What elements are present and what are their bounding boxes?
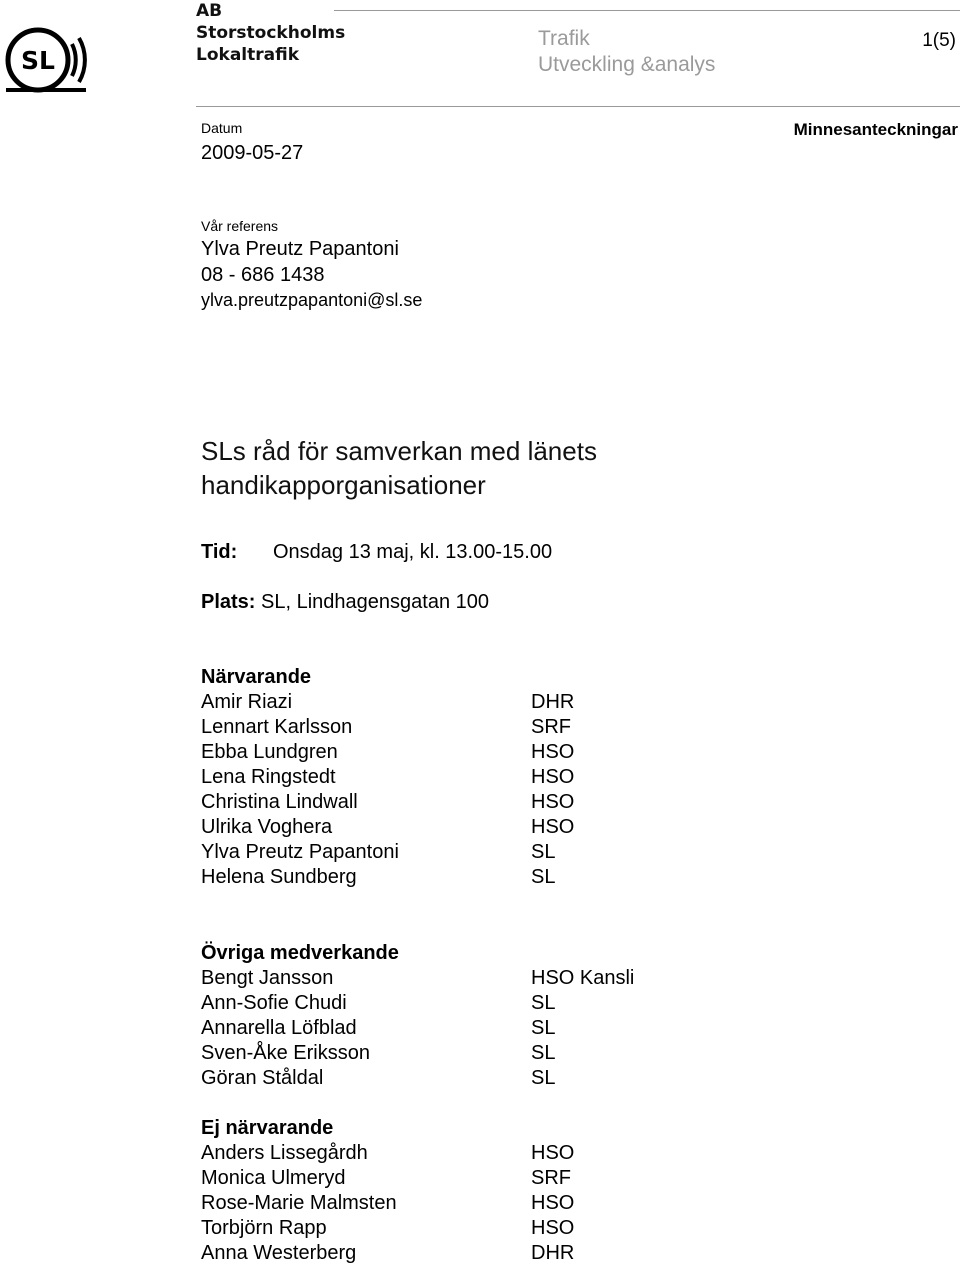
person-name: Ann-Sofie Chudi xyxy=(201,992,347,1014)
person-organisation: HSO xyxy=(531,816,575,838)
logo-text: SL xyxy=(21,46,55,75)
title-line-2: handikapporganisationer xyxy=(201,470,486,500)
absent-list xyxy=(201,1141,921,1266)
person-name: Bengt Jansson xyxy=(201,967,334,989)
header-rule xyxy=(196,106,960,107)
person-organisation: HSO xyxy=(531,1217,575,1239)
person-name: Lena Ringstedt xyxy=(201,766,336,788)
list-item xyxy=(201,840,921,865)
person-organisation: DHR xyxy=(531,691,575,713)
person-name: Helena Sundberg xyxy=(201,866,357,888)
date-label: Datum xyxy=(201,120,243,136)
person-name: Ebba Lundgren xyxy=(201,741,338,763)
person-name: Sven-Åke Eriksson xyxy=(201,1042,370,1064)
list-item xyxy=(201,715,921,740)
list-item xyxy=(201,1216,921,1241)
company-name xyxy=(196,0,345,66)
list-item xyxy=(201,1066,921,1091)
place-label: Plats: xyxy=(201,591,256,613)
person-organisation: SL xyxy=(531,992,556,1014)
person-organisation: SRF xyxy=(531,1167,571,1189)
person-name: Torbjörn Rapp xyxy=(201,1217,327,1239)
present-list xyxy=(201,690,921,890)
list-item xyxy=(201,1041,921,1066)
person-name: Göran Ståldal xyxy=(201,1067,324,1089)
absent-section xyxy=(201,1116,921,1266)
sl-logo xyxy=(2,24,88,96)
list-item xyxy=(201,765,921,790)
present-section xyxy=(201,665,921,890)
person-name: Rose-Marie Malmsten xyxy=(201,1192,397,1214)
person-organisation: SL xyxy=(531,1067,556,1089)
document-type: Minnesanteckningar xyxy=(793,120,958,139)
reference-email: ylva.preutzpapantoni@sl.se xyxy=(201,290,423,310)
others-section xyxy=(201,941,921,1091)
list-item xyxy=(201,966,921,991)
list-item xyxy=(201,865,921,890)
list-item xyxy=(201,1191,921,1216)
person-organisation: SL xyxy=(531,1017,556,1039)
person-name: Lennart Karlsson xyxy=(201,716,353,738)
list-item xyxy=(201,690,921,715)
company-line-2: Storstockholms xyxy=(196,23,346,43)
person-organisation: HSO xyxy=(531,1142,575,1164)
list-item xyxy=(201,991,921,1016)
reference-name: Ylva Preutz Papantoni xyxy=(201,238,399,260)
date-value: 2009-05-27 xyxy=(201,142,304,164)
time-label: Tid: xyxy=(201,541,238,563)
list-item xyxy=(201,1016,921,1041)
list-item xyxy=(201,815,921,840)
absent-title: Ej närvarande xyxy=(201,1117,334,1139)
time-value: Onsdag 13 maj, kl. 13.00-15.00 xyxy=(273,541,553,563)
list-item xyxy=(201,790,921,815)
person-organisation: HSO xyxy=(531,1192,575,1214)
person-name: Ulrika Voghera xyxy=(201,816,333,838)
company-line-3: Lokaltrafik xyxy=(196,45,300,65)
company-line-1: AB xyxy=(196,1,223,21)
list-item xyxy=(201,1166,921,1191)
person-organisation: HSO Kansli xyxy=(531,967,635,989)
person-organisation: DHR xyxy=(531,1242,575,1264)
person-organisation: HSO xyxy=(531,741,575,763)
person-name: Annarella Löfblad xyxy=(201,1017,357,1039)
time-row xyxy=(201,540,553,565)
header-rule-top xyxy=(334,10,960,11)
list-item xyxy=(201,1241,921,1266)
person-organisation: HSO xyxy=(531,791,575,813)
list-item xyxy=(201,1141,921,1166)
reference-phone: 08 - 686 1438 xyxy=(201,264,325,286)
department-line-2: Utveckling &analys xyxy=(538,53,716,76)
person-name: Amir Riazi xyxy=(201,691,293,713)
person-organisation: SL xyxy=(531,841,556,863)
place-value: SL, Lindhagensgatan 100 xyxy=(261,591,490,613)
title-line-1: SLs råd för samverkan med länets xyxy=(201,436,597,466)
reference-label: Vår referens xyxy=(201,218,279,234)
person-name: Ylva Preutz Papantoni xyxy=(201,841,399,863)
person-organisation: SL xyxy=(531,866,556,888)
department-line-1: Trafik xyxy=(538,27,590,50)
person-organisation: HSO xyxy=(531,766,575,788)
page-number: 1(5) xyxy=(922,30,956,51)
person-name: Christina Lindwall xyxy=(201,791,358,813)
person-name: Anna Westerberg xyxy=(201,1242,357,1264)
person-name: Anders Lissegårdh xyxy=(201,1142,368,1164)
present-title: Närvarande xyxy=(201,666,312,688)
document-title xyxy=(201,434,597,502)
place-row xyxy=(201,590,489,615)
list-item xyxy=(201,740,921,765)
person-organisation: SRF xyxy=(531,716,571,738)
others-title: Övriga medverkande xyxy=(201,942,399,964)
department xyxy=(538,26,715,78)
person-organisation: SL xyxy=(531,1042,556,1064)
person-name: Monica Ulmeryd xyxy=(201,1167,346,1189)
others-list xyxy=(201,966,921,1091)
